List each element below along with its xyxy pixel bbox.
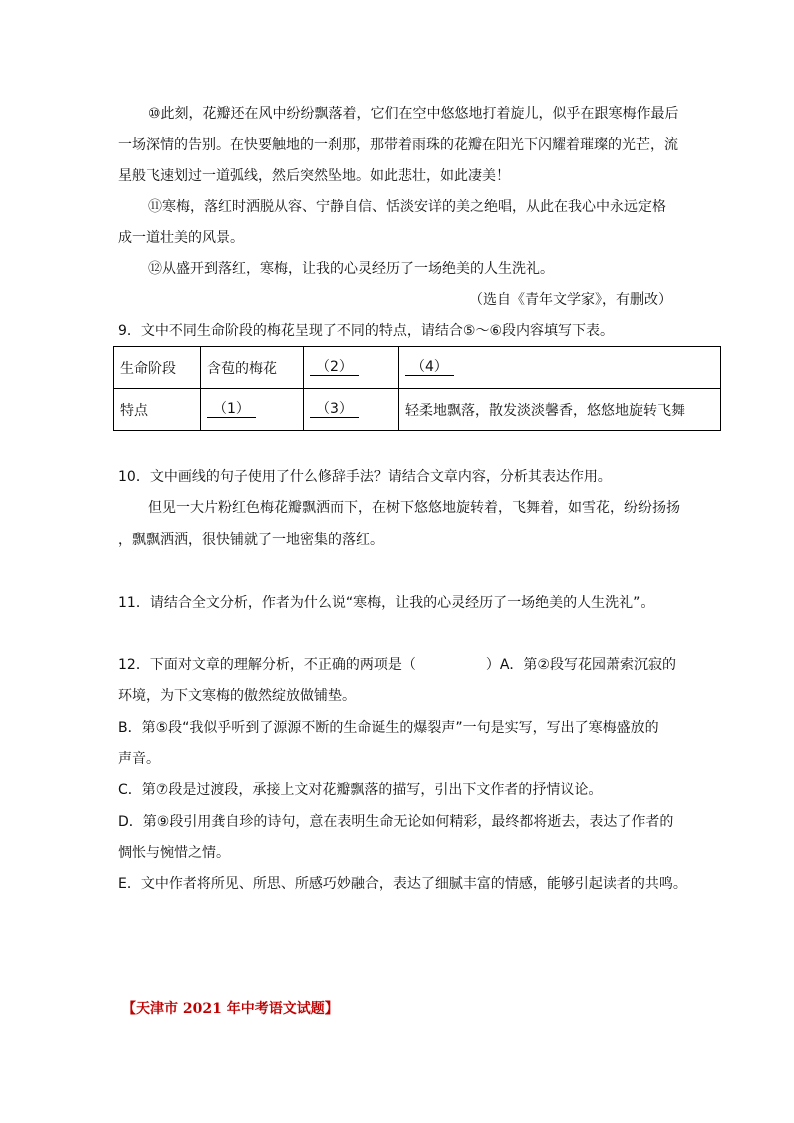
paragraph-10-line-3: 星般飞速划过一道弧线，然后突然坠地。如此悲壮，如此凄美！ [118,168,510,184]
table-row [114,389,721,431]
question-9-prompt: 9．文中不同生命阶段的梅花呈现了不同的特点，请结合⑤～⑥段内容填写下表。 [118,323,615,339]
option-b-line-2: 声音。 [118,751,160,767]
option-b-line-1: B．第⑤段“我似乎听到了源源不断的生命诞生的爆裂声”一句是实写，写出了寒梅盛放的 [118,720,659,736]
blank-4[interactable]: （4） [405,359,454,376]
table-cell [399,347,721,389]
paragraph-11-line-1: ⑪寒梅，落红时洒脱从容、宁静自信、恬淡安详的美之绝唱，从此在我心中永远定格 [148,199,666,215]
question-12-line-2: 环境，为下文寒梅的傲然绽放做铺垫。 [118,688,356,704]
paragraph-12-line-1: ⑫从盛开到落红，寒梅，让我的心灵经历了一场绝美的人生洗礼。 [148,261,554,277]
source-note: （选自《青年文学家》，有删改） [469,292,672,308]
blank-2[interactable]: （2） [310,359,359,376]
table-cell [304,389,399,431]
question-11-prompt: 11．请结合全文分析，作者为什么说“寒梅，让我的心灵经历了一场绝美的人生洗礼”。 [118,595,655,611]
question-9-table [113,346,721,431]
table-cell: 特点 [114,389,201,431]
question-12-line-1: 12．下面对文章的理解分析，不正确的两项是（ ）A．第②段写花园萧索沉寂的 [118,657,676,673]
table-cell [201,389,304,431]
option-c: C．第⑦段是过渡段，承接上文对花瓣飘落的描写，引出下文作者的抒情议论。 [118,782,603,798]
option-d-line-2: 惆怅与惋惜之情。 [118,845,230,861]
paragraph-10-line-1: ⑩此刻，花瓣还在风中纷纷飘落着，它们在空中悠悠地打着旋儿，似乎在跟寒梅作最后 [148,106,679,122]
table-cell: 轻柔地飘落，散发淡淡馨香，悠悠地旋转飞舞 [399,389,721,431]
table-cell: 含苞的梅花 [201,347,304,389]
paragraph-10-line-2: 一场深情的告别。在快要触地的一刹那，那带着雨珠的花瓣在阳光下闪耀着璀璨的光芒，流 [118,137,678,153]
question-10-quote-line-2: ，飘飘洒洒，很快铺就了一地密集的落红。 [118,532,384,548]
table-cell: 生命阶段 [114,347,201,389]
option-e: E．文中作者将所见、所思、所感巧妙融合，表达了细腻丰富的情感，能够引起读者的共鸣。 [118,876,687,892]
table-row [114,347,721,389]
blank-3[interactable]: （3） [310,401,359,418]
question-10-quote-line-1: 但见一大片粉红色梅花瓣飘洒而下，在树下悠悠地旋转着，飞舞着，如雪花，纷纷扬扬 [148,500,680,516]
blank-1[interactable]: （1） [207,401,256,418]
option-d-line-1: D．第⑨段引用龚自珍的诗句，意在表明生命无论如何精彩，最终都将逝去，表达了作者的 [118,814,674,830]
question-10-prompt: 10．文中画线的句子使用了什么修辞手法？请结合文章内容，分析其表达作用。 [118,469,612,485]
section-heading: 【天津市 2021 年中考语文试题】 [122,1001,339,1017]
table-cell [304,347,399,389]
paragraph-11-line-2: 成一道壮美的风景。 [118,230,244,246]
